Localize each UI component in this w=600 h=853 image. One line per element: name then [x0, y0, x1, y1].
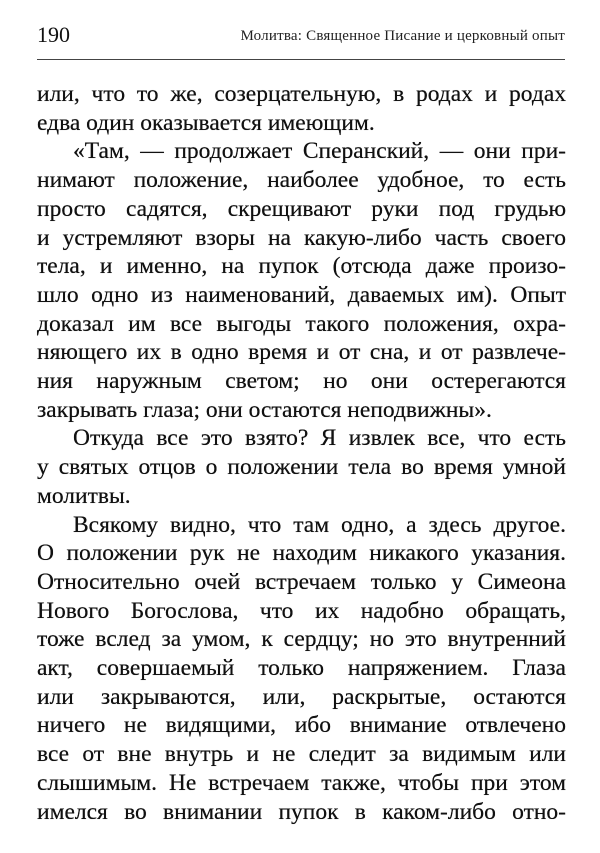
text-line: доказал им все выгоды такого положения, охра-	[37, 310, 566, 337]
text-line: или закрываются, или, раскрытые, остаются	[37, 683, 566, 710]
page-number: 190	[37, 22, 70, 47]
text-line: шло одно из наименований, даваемых им). Опыт	[37, 281, 566, 308]
text-line: тела, и именно, на пупок (отсюда даже произо-	[37, 253, 566, 280]
text-line: Нового Богослова, что их надобно обращать,	[37, 597, 566, 624]
text-line: няющего их в одно время и от сна, и от развлече-	[37, 339, 566, 366]
text-line: О положении рук не находим никакого указания.	[37, 540, 566, 567]
text-line: или, что то же, созерцательную, в родах и родах	[37, 81, 566, 107]
text-line: «Там, — продолжает Сперанский, — они при-	[73, 138, 566, 165]
text-line: ничего не видящими, ибо внимание отвлечено	[37, 712, 566, 739]
text-line: молитвы.	[37, 482, 131, 509]
text-line: ния наружным светом; но они остерегаются	[37, 368, 566, 395]
text-line: у святых отцов о положении тела во время умной	[37, 454, 566, 481]
text-line: Относительно очей встречаем только у Симеона	[37, 568, 566, 595]
text-line: акт, совершаемый только напряжением. Глаза	[37, 655, 566, 682]
body-text	[37, 80, 566, 826]
text-line: и устремляют взоры на какую-либо часть своего	[37, 224, 566, 251]
text-line: Откуда все это взято? Я извлек все, что есть	[73, 425, 566, 452]
text-line: тоже вслед за умом, к сердцу; но это внутренний	[37, 626, 566, 653]
text-line: нимают положение, наиболее удобное, то есть	[37, 167, 566, 194]
text-line: едва один оказывается имеющим.	[37, 109, 375, 136]
text-line: закрывать глаза; они остаются неподвижны».	[37, 396, 492, 423]
text-line: имелся во внимании пупок в каком-либо отно-	[37, 798, 566, 825]
text-line: Всякому видно, что там одно, а здесь другое.	[73, 511, 566, 538]
header-rule	[37, 59, 565, 60]
text-line: просто садятся, скрещивают руки под грудью	[37, 195, 566, 222]
text-line: слышимым. Не встречаем также, чтобы при этом	[37, 769, 566, 796]
running-title: Молитва: Священное Писание и церковный опыт	[240, 28, 565, 44]
text-line: все от вне внутрь и не следит за видимым или	[37, 741, 566, 768]
